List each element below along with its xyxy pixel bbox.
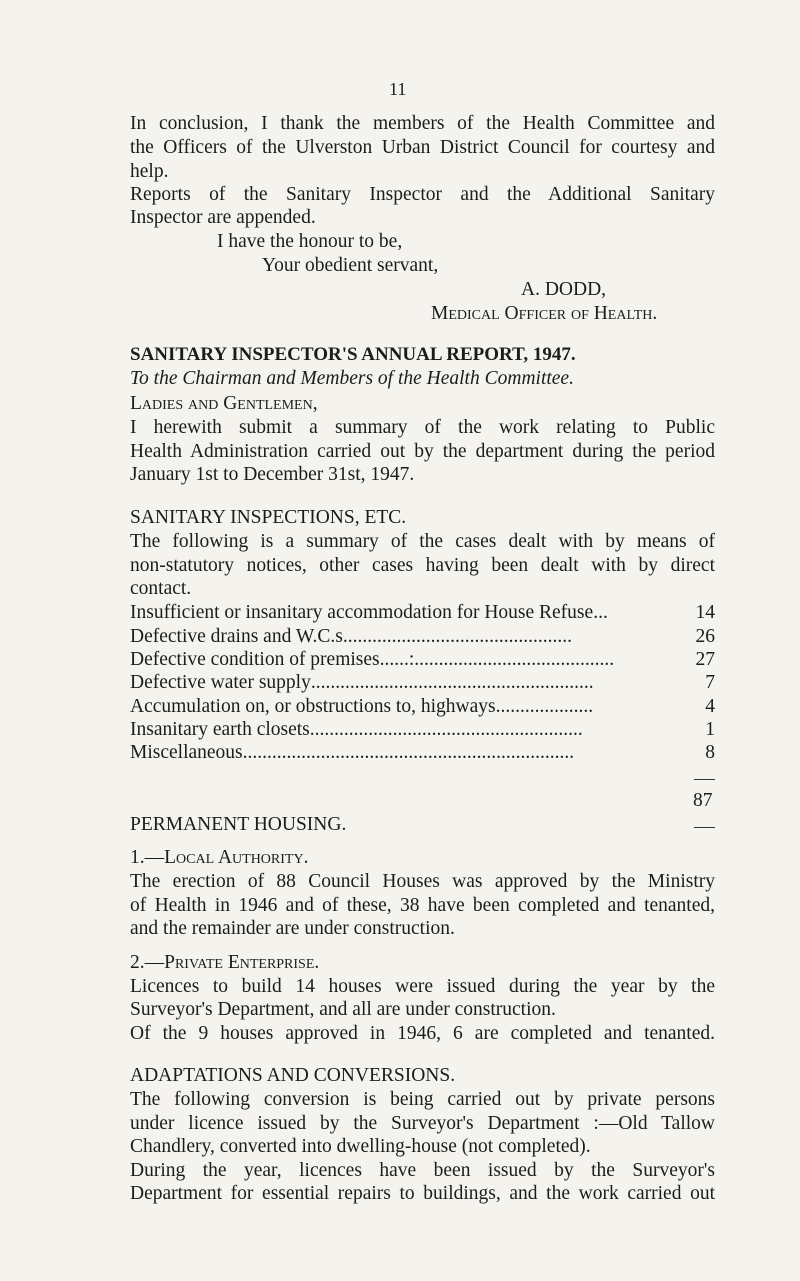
inspection-row <box>130 741 715 765</box>
inspections-intro-line-1: The following is a summary of the cases dealt with by means of <box>130 531 715 552</box>
inspections-intro-line-2: non-statutory notices, other cases having been dealt with by direct <box>130 555 715 576</box>
inspection-total: 87 <box>693 790 713 811</box>
report-greeting: Ladies and Gentlemen, <box>130 393 318 414</box>
adaptations-heading: ADAPTATIONS AND CONVERSIONS. <box>130 1065 456 1086</box>
inspection-count: 4 <box>705 696 715 717</box>
private-enterprise-line-1: Licences to build 14 houses were issued during the year by the <box>130 976 715 997</box>
inspection-label: Defective water supply <box>130 672 311 693</box>
inspection-row <box>130 718 715 742</box>
private-enterprise-heading: 2.—Private Enterprise. <box>130 952 320 973</box>
inspection-label: Insanitary earth closets <box>130 719 310 740</box>
conclusion-line-2: the Officers of the Ulverston Urban District Council for courtesy and <box>130 137 715 158</box>
adaptations-line-4: During the year, licences have been issued by the Surveyor's <box>130 1160 715 1181</box>
adaptations-line-5: Department for essential repairs to buildings, and the work carried out <box>130 1183 715 1204</box>
adaptations-line-3: Chandlery, converted into dwelling-house (not completed). <box>130 1136 591 1157</box>
report-title: SANITARY INSPECTOR'S ANNUAL REPORT, 1947. <box>130 344 576 365</box>
inspection-leader: .................... <box>495 696 594 717</box>
inspection-count: 8 <box>705 742 715 763</box>
adaptations-line-1: The following conversion is being carried out by private persons <box>130 1089 715 1110</box>
private-enterprise-line-2: Surveyor's Department, and all are under construction. <box>130 999 556 1020</box>
local-authority-line-1: The erection of 88 Council Houses was approved by the Ministry <box>130 871 715 892</box>
local-authority-line-3: and the remainder are under construction. <box>130 918 455 939</box>
conclusion-line-4: Reports of the Sanitary Inspector and the Additional Sanitary <box>130 184 715 205</box>
inspection-leader: ........................................................ <box>309 719 583 740</box>
inspection-count: 7 <box>705 672 715 693</box>
inspection-label: Defective drains and W.C.s <box>130 626 343 647</box>
inspection-count: 1 <box>705 719 715 740</box>
inspection-count: 14 <box>695 602 715 623</box>
inspection-row <box>130 601 715 625</box>
conclusion-line-1: In conclusion, I thank the members of the Health Committee and <box>130 113 715 134</box>
inspection-leader: .......................................................... <box>310 672 594 693</box>
inspections-intro-line-3: contact. <box>130 578 192 599</box>
salutation-line: Your obedient servant, <box>262 255 439 276</box>
inspection-leader: ... <box>593 602 608 623</box>
inspection-row <box>130 625 715 649</box>
local-authority-line-2: of Health in 1946 and of these, 38 have been completed and tenanted, <box>130 895 715 916</box>
local-authority-heading: 1.—Local Authority. <box>130 847 309 868</box>
total-rule-top <box>694 779 715 780</box>
report-intro-line-3: January 1st to December 31st, 1947. <box>130 464 415 485</box>
inspection-count: 26 <box>695 626 715 647</box>
conclusion-line-5: Inspector are appended. <box>130 207 316 228</box>
inspection-label: Miscellaneous <box>130 742 243 763</box>
inspection-leader: ............................................... <box>342 626 572 647</box>
page-number: 11 <box>389 79 407 99</box>
total-rule-bottom <box>694 827 715 828</box>
report-intro-line-1: I herewith submit a summary of the work relating to Public <box>130 417 715 438</box>
adaptations-line-2: under licence issued by the Surveyor's Department :—Old Tallow <box>130 1113 715 1134</box>
permanent-housing-heading: PERMANENT HOUSING. <box>130 814 347 835</box>
signature-title: Medical Officer of Health. <box>431 303 658 324</box>
conclusion-line-3: help. <box>130 161 169 182</box>
inspection-row <box>130 671 715 695</box>
signature-name: A. DODD, <box>521 279 607 300</box>
inspection-label: Defective condition of premises <box>130 649 380 670</box>
inspection-label: Accumulation on, or obstructions to, highways <box>130 696 496 717</box>
report-intro-line-2: Health Administration carried out by the department during the period <box>130 441 715 462</box>
inspection-leader: ......:......................................... <box>379 649 615 670</box>
inspection-row <box>130 648 715 672</box>
inspection-leader: .................................................................... <box>242 742 575 763</box>
private-enterprise-line-3: Of the 9 houses approved in 1946, 6 are completed and tenanted. <box>130 1023 715 1044</box>
closing-line: I have the honour to be, <box>217 231 403 252</box>
report-addressee: To the Chairman and Members of the Health Committee. <box>130 368 574 389</box>
inspection-row <box>130 695 715 719</box>
sanitary-inspections-heading: SANITARY INSPECTIONS, ETC. <box>130 507 407 528</box>
inspection-count: 27 <box>695 649 715 670</box>
inspection-label: Insufficient or insanitary accommodation for House Refuse <box>130 602 594 623</box>
